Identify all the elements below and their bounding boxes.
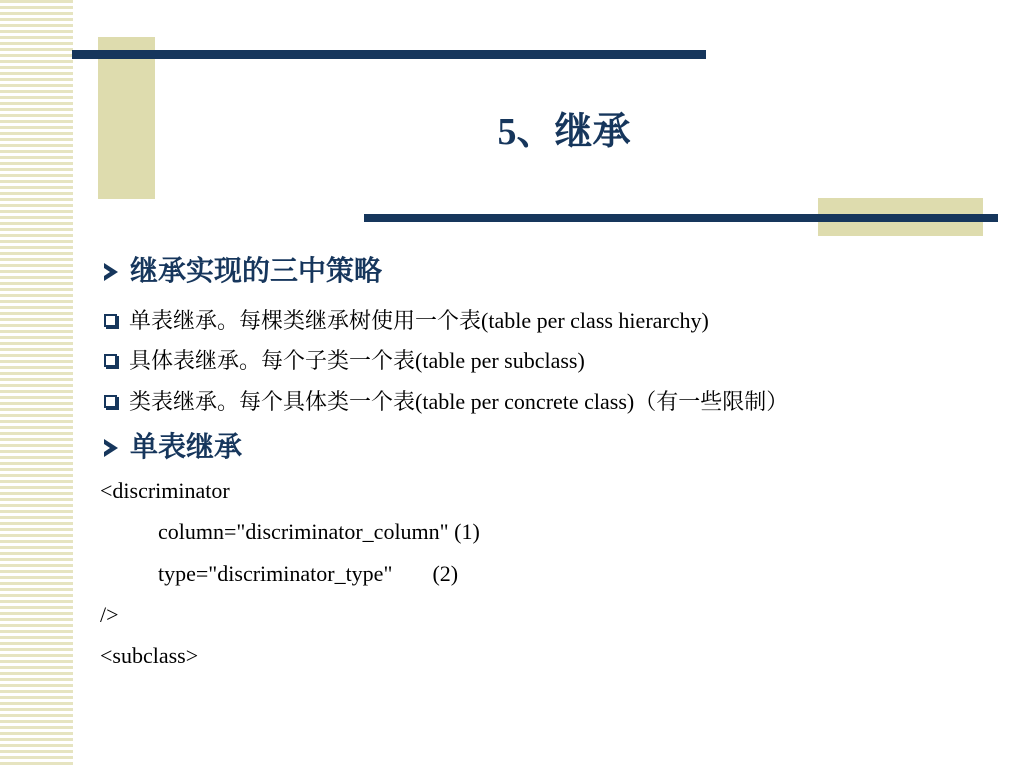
decorative-block-left <box>98 37 155 199</box>
checkbox-bullet-icon <box>104 395 117 408</box>
slide-title: 5、继承 <box>497 111 631 153</box>
code-line-column: column="discriminator_column" (1) <box>158 519 480 544</box>
bullet-text: 具体表继承。每个子类一个表(table per subclass) <box>129 348 585 373</box>
arrow-bullet-icon <box>104 439 118 457</box>
decorative-bar-top <box>72 50 706 59</box>
bullet-heading-single-table <box>100 428 242 468</box>
code-line-close: /> <box>100 602 119 627</box>
bullet-text: 单表继承 <box>130 432 243 463</box>
checkbox-bullet-icon <box>104 314 117 327</box>
code-line-type <box>100 559 458 589</box>
code-line-discriminator-open: <discriminator <box>100 478 230 503</box>
bullet-heading-strategies <box>100 252 382 292</box>
bullet-single-table <box>100 306 709 336</box>
bullet-text: 类表继承。每个具体类一个表(table per concrete class)（有一些限制） <box>129 389 789 414</box>
bullet-class-table <box>100 387 788 417</box>
bullet-text: 继承实现的三中策略 <box>130 256 383 287</box>
bullet-concrete-table <box>100 346 585 376</box>
left-stripe-decoration <box>0 0 73 768</box>
decorative-bar-bottom <box>364 214 998 222</box>
checkbox-bullet-icon <box>104 354 117 367</box>
code-line-subclass: <subclass> <box>100 643 199 668</box>
code-type-attr: type="discriminator_type" <box>158 561 393 586</box>
bullet-text: 单表继承。每棵类继承树使用一个表(table per class hierarchy) <box>129 308 709 333</box>
arrow-bullet-icon <box>104 263 118 281</box>
code-type-note: (2) <box>432 561 459 586</box>
